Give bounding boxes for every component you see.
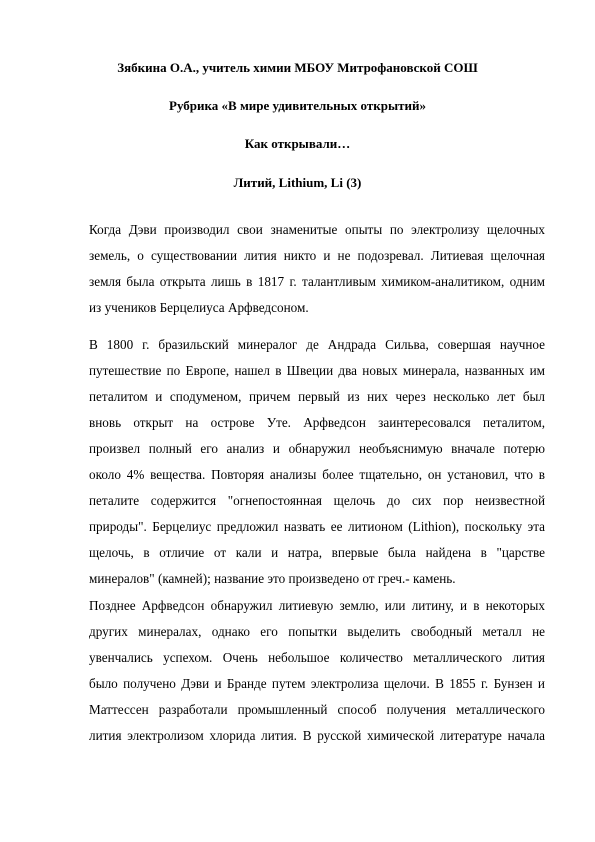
rubric-title: Рубрика «В мире удивительных открытий» (169, 98, 426, 113)
paragraph-3 (89, 593, 545, 749)
text-line: было получено Дэви и Бранде путем электролиза щелочи. В 1855 г. Бунзен и (89, 676, 545, 691)
text-line: Когда Дэви производил свои знаменитые опыты по электролизу щелочных (89, 222, 545, 237)
paragraph-1 (89, 217, 545, 321)
text-line: щелочь, в отличие от кали и натра, впервые была найдена в "царстве (89, 545, 545, 560)
element-title: Литий, Lithium, Li (3) (233, 175, 362, 190)
series-title: Как открывали… (244, 136, 351, 151)
text-line: природы". Берцелиус предложил назвать ее литионом (Lithion), поскольку эта (89, 519, 545, 534)
paragraph-2 (89, 332, 545, 592)
text-line: петалите содержится "огнепостоянная щелочь до сих пор неизвестной (89, 493, 545, 508)
text-line: земель, о существовании лития никто и не подозревал. Литиевая щелочная (89, 248, 545, 263)
text-line: лития электролизом хлорида лития. В русской химической литературе начала (89, 728, 545, 743)
text-line: Позднее Арфведсон обнаружил литиевую землю, или литину, и в некоторых (89, 598, 545, 613)
text-line: из учеников Берцелиуса Арфведсоном. (89, 300, 309, 315)
author-line: Зябкина О.А., учитель химии МБОУ Митрофановской СОШ (117, 60, 478, 75)
text-line: вновь открыт на острове Уте. Арфведсон заинтересовался петалитом, (89, 415, 545, 430)
text-line: петалитом и сподуменом, причем первый из них через несколько лет был (89, 389, 545, 404)
text-line: путешествие по Европе, нашел в Швеции два новых минерала, названных им (89, 363, 545, 378)
text-line: около 4% вещества. Повторяя анализы более тщательно, он установил, что в (89, 467, 545, 482)
text-line: произвел полный его анализ и обнаружил необъяснимую вначале потерю (89, 441, 545, 456)
text-line: минералов" (камней); название это произведено от греч.- камень. (89, 571, 456, 586)
text-line: Маттессен разработали промышленный способ получения металлического (89, 702, 545, 717)
text-line: других минералах, однако его попытки выделить свободный металл не (89, 624, 545, 639)
text-line: увенчались успехом. Очень небольшое количество металлического лития (89, 650, 545, 665)
text-line: В 1800 г. бразильский минералог де Андрада Сильва, совершая научное (89, 337, 545, 352)
text-line: земля была открыта лишь в 1817 г. талантливым химиком-аналитиком, одним (89, 274, 545, 289)
